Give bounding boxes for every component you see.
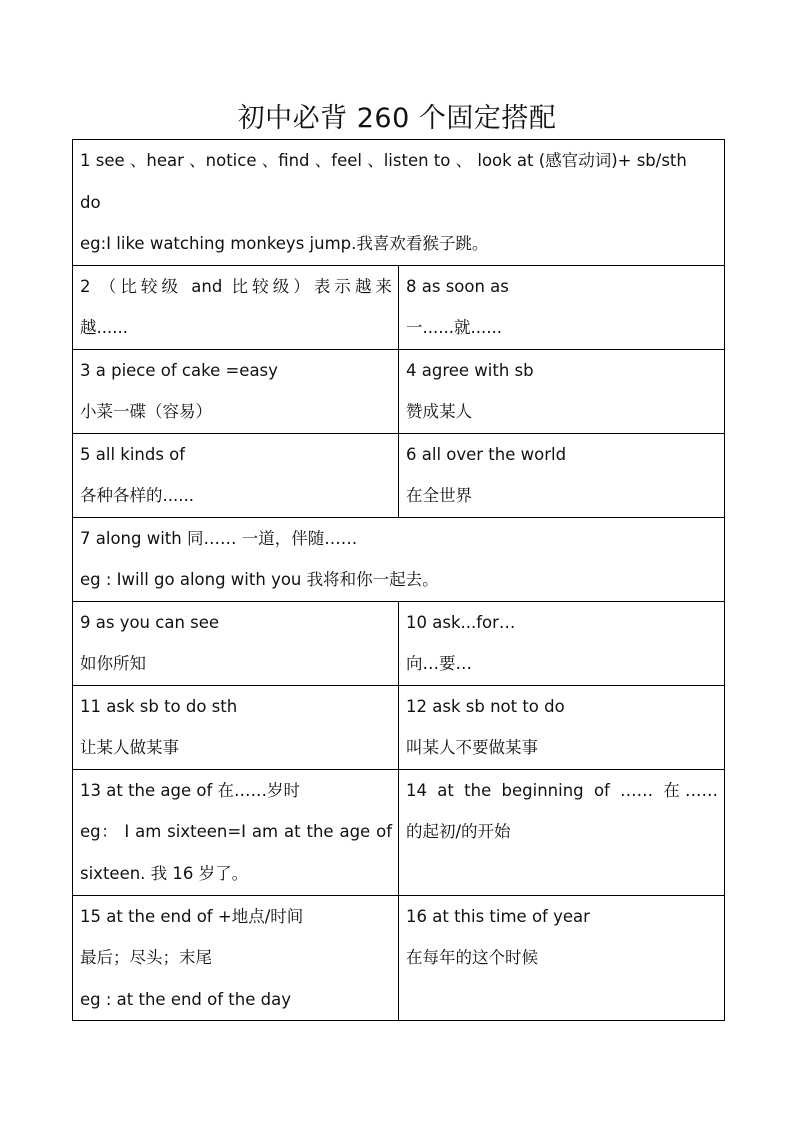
entry-text: 6 all over the world	[406, 444, 567, 464]
entry-meaning: 小菜一碟（容易）	[80, 402, 212, 421]
entry-text: 10 ask...for…	[406, 612, 516, 632]
table-cell-entry-11	[73, 685, 399, 769]
entry-text: 13 at the age of 在……岁时	[80, 780, 301, 800]
table-row	[73, 433, 725, 517]
table-cell-entry-16	[399, 895, 725, 1021]
entry-example: sixteen. 我 16 岁了。	[80, 863, 249, 883]
entry-meaning: 的起初/的开始	[406, 822, 511, 841]
entry-meaning: 叫某人不要做某事	[406, 738, 538, 757]
table-row	[73, 685, 725, 769]
entry-meaning: 各种各样的......	[80, 486, 194, 505]
table-row	[73, 349, 725, 433]
entry-meaning: 让某人做某事	[80, 738, 179, 757]
table-cell-entry-5	[73, 433, 399, 517]
table-cell-entry-14	[399, 769, 725, 895]
table-cell-entry-15	[73, 895, 399, 1021]
entry-text: 12 ask sb not to do	[406, 696, 565, 716]
table-row	[73, 601, 725, 685]
table-cell-entry-13	[73, 769, 399, 895]
entry-text: do	[80, 192, 101, 212]
entry-text: 4 agree with sb	[406, 360, 534, 380]
entry-meaning: 越......	[80, 318, 128, 337]
entry-meaning: 在全世界	[406, 486, 472, 505]
table-cell-entry-7	[73, 517, 725, 601]
entry-text: 1 see 、hear 、notice 、find 、feel 、listen to 、 look at (感官动词)+ sb/sth	[80, 151, 687, 170]
table-cell-entry-4	[399, 349, 725, 433]
table-cell-entry-9	[73, 601, 399, 685]
entry-meaning: 最后；尽头；末尾	[80, 948, 212, 967]
entry-text: 7 along with 同…… 一道，伴随……	[80, 528, 358, 548]
entry-meaning: 赞成某人	[406, 402, 472, 421]
entry-example: eg : at the end of the day	[80, 989, 291, 1009]
table-row	[73, 517, 725, 601]
entry-text: 2 （比较级 and 比较级）表示越来	[80, 276, 392, 296]
table-cell-entry-1	[73, 140, 725, 266]
phrase-table	[72, 139, 725, 1021]
table-cell-entry-2	[73, 265, 399, 349]
entry-text: 3 a piece of cake =easy	[80, 360, 278, 380]
table-cell-entry-10	[399, 601, 725, 685]
entry-example: eg : Iwill go along with you 我将和你一起去。	[80, 570, 439, 589]
table-cell-entry-6	[399, 433, 725, 517]
entry-example: eg： I am sixteen=I am at the age of	[80, 822, 392, 841]
page-title: 初中必背 260 个固定搭配	[237, 103, 557, 134]
entry-text: 8 as soon as	[406, 276, 509, 296]
entry-text: 9 as you can see	[80, 612, 220, 632]
entry-meaning: 向…要…	[406, 654, 472, 673]
entry-text: 11 ask sb to do sth	[80, 696, 238, 716]
entry-text: 16 at this time of year	[406, 906, 590, 926]
entry-text: 15 at the end of +地点/时间	[80, 906, 304, 926]
entry-example: eg:I like watching monkeys jump.我喜欢看猴子跳。	[80, 234, 489, 253]
entry-meaning: 在每年的这个时候	[406, 948, 538, 967]
entry-meaning: 如你所知	[80, 654, 146, 673]
table-row	[73, 895, 725, 1021]
table-row	[73, 265, 725, 349]
entry-text: 5 all kinds of	[80, 444, 186, 464]
table-row	[73, 140, 725, 266]
table-cell-entry-3	[73, 349, 399, 433]
entry-text: 14 at the beginning of …… 在……	[406, 780, 718, 800]
table-row	[73, 769, 725, 895]
table-cell-entry-8	[399, 265, 725, 349]
table-cell-entry-12	[399, 685, 725, 769]
entry-meaning: 一......就......	[406, 318, 502, 337]
